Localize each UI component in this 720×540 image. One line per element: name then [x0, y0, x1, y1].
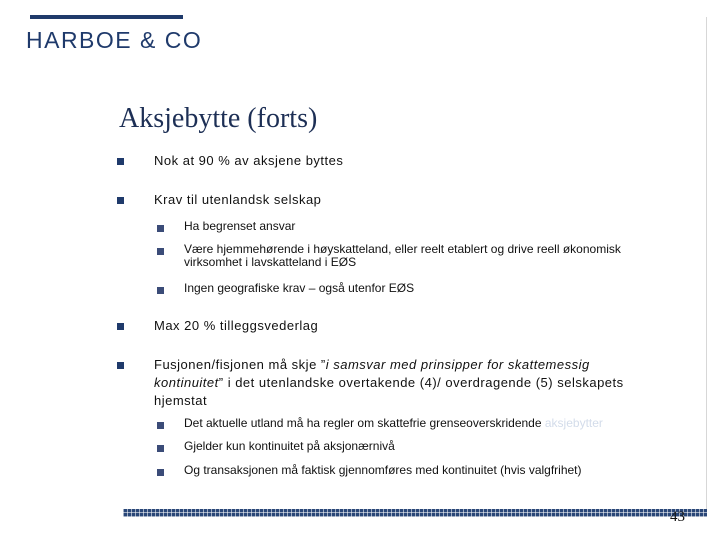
sub-bullet-item [157, 220, 295, 233]
bullet-text-italic: i samsvar med prinsipper for skattemessig [325, 357, 590, 372]
footer-pattern-band [123, 509, 707, 517]
sub-bullet-line: Være hjemmehørende i høyskatteland, eller reelt etablert og drive reell økonomisk [184, 242, 621, 256]
square-bullet-icon [157, 445, 164, 452]
bullet-item [117, 152, 343, 170]
sub-bullet-text [184, 243, 621, 269]
page-number: 43 [670, 509, 685, 525]
sub-bullet-text [184, 417, 603, 430]
square-bullet-icon [117, 362, 124, 369]
bullet-text [154, 356, 624, 410]
right-margin-rule [706, 17, 707, 515]
bullet-item [117, 317, 318, 335]
bullet-text: Nok at 90 % av aksjene byttes [154, 153, 344, 168]
bullet-text: Max 20 % tilleggsvederlag [154, 318, 319, 333]
company-logo: HARBOE & CO [26, 27, 203, 53]
bullet-text-part: hjemstat [154, 393, 208, 408]
bullet-text-part: ” i det utenlandske overtakende (4)/ overdragende (5) selskapets [218, 375, 624, 390]
sub-bullet-text: Ha begrenset ansvar [184, 219, 296, 233]
sub-bullet-item [157, 243, 621, 269]
sub-bullet-item [157, 282, 414, 295]
bullet-item [117, 356, 624, 410]
square-bullet-icon [157, 287, 164, 294]
bullet-text: Krav til utenlandsk selskap [154, 192, 322, 207]
square-bullet-icon [117, 323, 124, 330]
faded-text: aksjebytter [544, 416, 603, 430]
sub-bullet-text: Og transaksjonen må faktisk gjennomføres med kontinuitet (hvis valgfrihet) [184, 463, 582, 477]
sub-bullet-part: Det aktuelle utland må ha regler om skattefrie grenseoverskridende [184, 416, 542, 430]
slide-title: Aksjebytte (forts) [119, 103, 318, 134]
square-bullet-icon [117, 158, 124, 165]
sub-bullet-item [157, 464, 582, 477]
square-bullet-icon [117, 197, 124, 204]
sub-bullet-text: Ingen geografiske krav – også utenfor EØS [184, 281, 415, 295]
bullet-text-italic: kontinuitet [154, 375, 219, 390]
sub-bullet-text: Gjelder kun kontinuitet på aksjonærnivå [184, 439, 395, 453]
sub-bullet-line: virksomhet i lavskatteland i EØS [184, 255, 357, 269]
sub-bullet-item [157, 417, 603, 430]
square-bullet-icon [157, 248, 164, 255]
bullet-text-part: Fusjonen/fisjonen må skje ” [154, 357, 326, 372]
square-bullet-icon [157, 469, 164, 476]
square-bullet-icon [157, 225, 164, 232]
header-rule [30, 15, 183, 19]
square-bullet-icon [157, 422, 164, 429]
bullet-item [117, 191, 321, 209]
sub-bullet-item [157, 440, 395, 453]
